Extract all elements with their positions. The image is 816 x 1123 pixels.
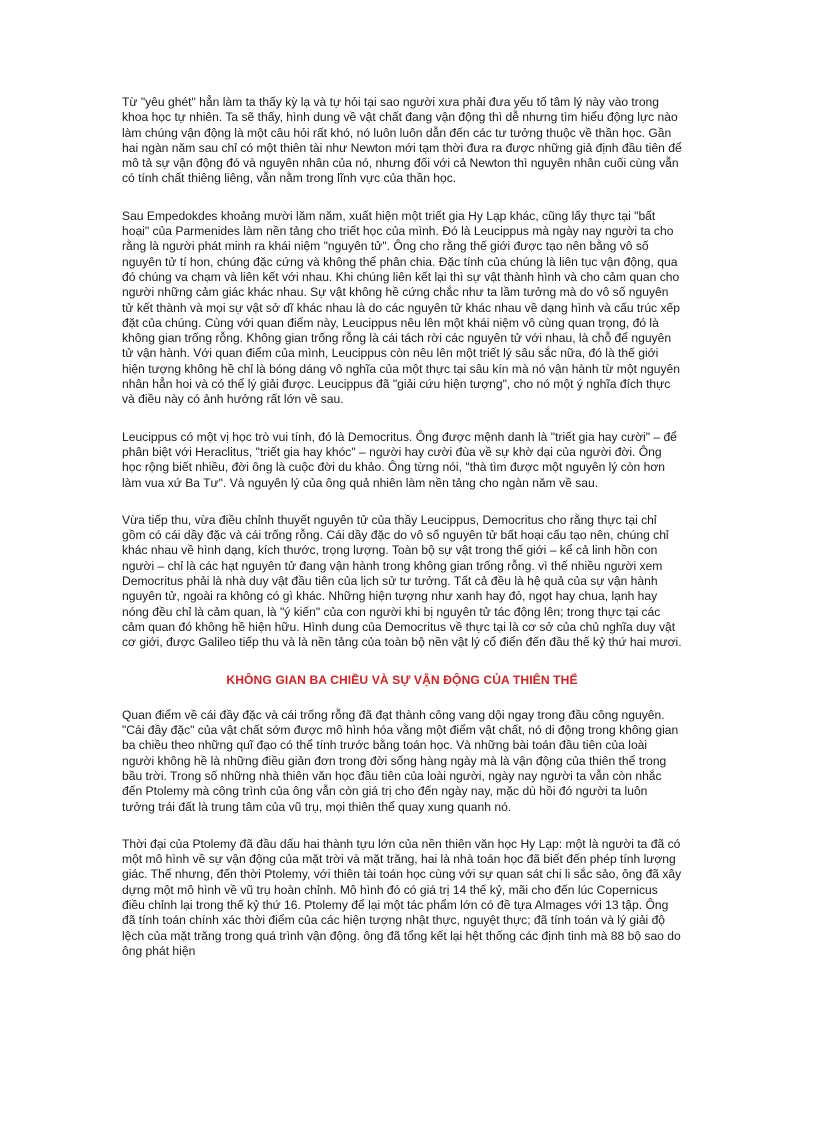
paragraph: Sau Empedokdes khoảng mười lăm năm, xuất hiện một triết gia Hy Lạp khác, cũng lấy thực tại "bất hoại" của Parmenides làm nền tảng cho triết học của mình. Đó là Leucippus mà ngày nay người ta cho rằng là người phát minh ra khái niệm "nguyên tử". Ông cho rằng thế giới được tạo nên bằng vô số nguyên tử tí hon, chúng đặc cứng và không thể phân chia. Đặc tính của chúng là liên tục vận động, qua đó chúng va chạm và liên kết với nhau. Khi chúng liên kết lại thì sự vật thành hình và cho cảm quan cho người những cảm giác khác nhau. Sự vật không hề cứng chắc như ta lầm tưởng mà do vô số nguyên tử kết thành và mọi sự vật sở dĩ khác nhau là do các nguyên tử khác nhau về dạng hình và cấu trúc xếp đặt của chúng. Cùng với quan điểm này, Leucippus nêu lên một khái niệm vô cùng quan trọng, đó là không gian trống rỗng. Không gian trống rỗng là cái tách rời các nguyên tử với nhau, là chỗ để nguyên tử vận hành. Với quan điểm của mình, Leucippus còn nêu lên một triết lý sâu sắc nữa, đó là thế giới hiện tượng không hề chỉ là bóng dáng vô nghĩa của một thực tại sâu kín mà nó vận hành từ một nguyên nhân hẳn hoi và có thể lý giải được. Leucippus đã "giải cứu hiện tượng", cho nó một ý nghĩa đích thực và điều này có ảnh hưởng rất lớn về sau.: [122, 208, 680, 407]
document-page: [122, 95, 682, 959]
paragraph: Từ "yêu ghét" hẳn làm ta thấy kỳ lạ và tự hỏi tại sao người xưa phải đưa yếu tố tâm lý này vào trong khoa học tự nhiên. Ta sẽ thấy, hình dung về vật chất đang vận động thì dễ nhưng tìm hiểu động lực nào làm chúng vận động là một câu hỏi rất khó, nó luôn luôn dẫn đến các tư tưởng thuộc về thần học. Gần hai ngàn năm sau chỉ có một thiên tài như Newton mới tạm thời đưa ra được những giả định đầu tiên để mô tả sự vận động đó và nguyên nhân của nó, nhưng đối với cả Newton thì nguyên nhân cuối cùng vẫn có tính chất thiêng liêng, vẫn nằm trong lĩnh vực của thần học.: [122, 95, 682, 186]
paragraph: Vừa tiếp thu, vừa điều chỉnh thuyết nguyên tử của thầy Leucippus, Democritus cho rằng thực tại chỉ gồm có cái dầy đặc và cái trống rỗng. Cái dầy đặc do vô số nguyên tử bất hoại cấu tạo nên, chúng chỉ khác nhau về hình dạng, kích thước, trọng lượng. Toàn bộ sự vật trong thế giới – kể cả linh hồn con người – chỉ là các hạt nguyên tử đang vận hành trong không gian trống rỗng. vì thế nhiều người xem Democritus phải là nhà duy vật đầu tiên của lịch sử tư tưởng. Tất cả đều là hệ quả của sự vận hành nguyên tử, ngoài ra không có gì khác. Những hiện tượng như xanh hay đỏ, ngọt hay chua, lạnh hay nóng đều chỉ là cảm quan, là "ý kiến" của con người khi bị nguyên tử tác động lên; trong thực tại các cảm quan đó không hề hiện hữu. Hình dung của Democritus về thực tại là cơ sở của chủ nghĩa duy vật cơ giới, được Galileo tiếp thu và là nền tảng của toàn bộ nền vật lý cổ điển đến đầu thế kỷ thứ hai mươi.: [122, 512, 682, 650]
paragraph: Quan điểm về cái đầy đặc và cái trống rỗng đã đạt thành công vang dội ngay trong đầu công nguyên. "Cái đầy đặc" của vật chất sớm được mô hình hóa vằng một điểm vật chất, nó di động trong không gian ba chiều theo những quĩ đạo có thể tính trước bằng toán học. Và những bài toán đầu tiên của loài người không hề là những điều giản đơn trong đời sống hàng ngày mà là vận động của thiên thể trong bầu trời. Trong số những nhà thiên văn học đầu tiên của loài người, ngày nay người ta vẫn còn nhắc đến Ptolemy mà công trình của ông vẫn còn giá trị cho đến ngày nay, mặc dù hồi đó người ta luôn tưởng trái đất là trung tâm của vũ trụ, mọi thiên thể quay xung quanh nó.: [122, 707, 679, 814]
paragraph: Leucippus có một vị học trò vui tính, đó là Democritus. Ông được mệnh danh là "triết gia hay cười" – để phân biệt với Heraclitus, "triết gia hay khóc" – người hay cười đùa về sự khờ dại của người đời. Ông học rộng biết nhiều, đời ông là cuộc đời du khảo. Ông từng nói, "thà tìm được một nguyên lý còn hơn làm vua xứ Ba Tư". Và nguyên lý của ông quả nhiên làm nền tảng cho ngàn năm về sau.: [122, 429, 677, 490]
paragraph: Thời đại của Ptolemy đã đầu dấu hai thành tựu lớn của nền thiên văn học Hy Lạp: một là người ta đã có một mô hình về sự vận động của mặt trời và mặt trăng, hai là nhà toán học đã biết đến phép tính lượng giác. Thế nhưng, đến thời Ptolemy, với thiên tài toán học cùng với sự quan sát chi li sắc sảo, ông đã xây dựng một mô hình về vũ trụ hoàn chỉnh. Mô hình đó có giá trị 14 thế kỷ, mãi cho đến lúc Copernicus điều chỉnh lại trong thế kỷ thứ 16. Ptolemy để lại một tác phẩm lớn có đề tựa Almages với 13 tập. Ông đã tính toán chính xác thời điểm của các hiện tượng nhật thực, nguyệt thực; đã tính toán và lý giải độ lệch của mặt trăng trong quá trình vận động. ông đã tổng kết lại hệt thống các định tinh mà 88 bộ sao do ông phát hiện: [122, 836, 682, 958]
section-heading: KHÔNG GIAN BA CHIỀU VÀ SỰ VẬN ĐỘNG CỦA THIÊN THỂ: [226, 672, 578, 687]
